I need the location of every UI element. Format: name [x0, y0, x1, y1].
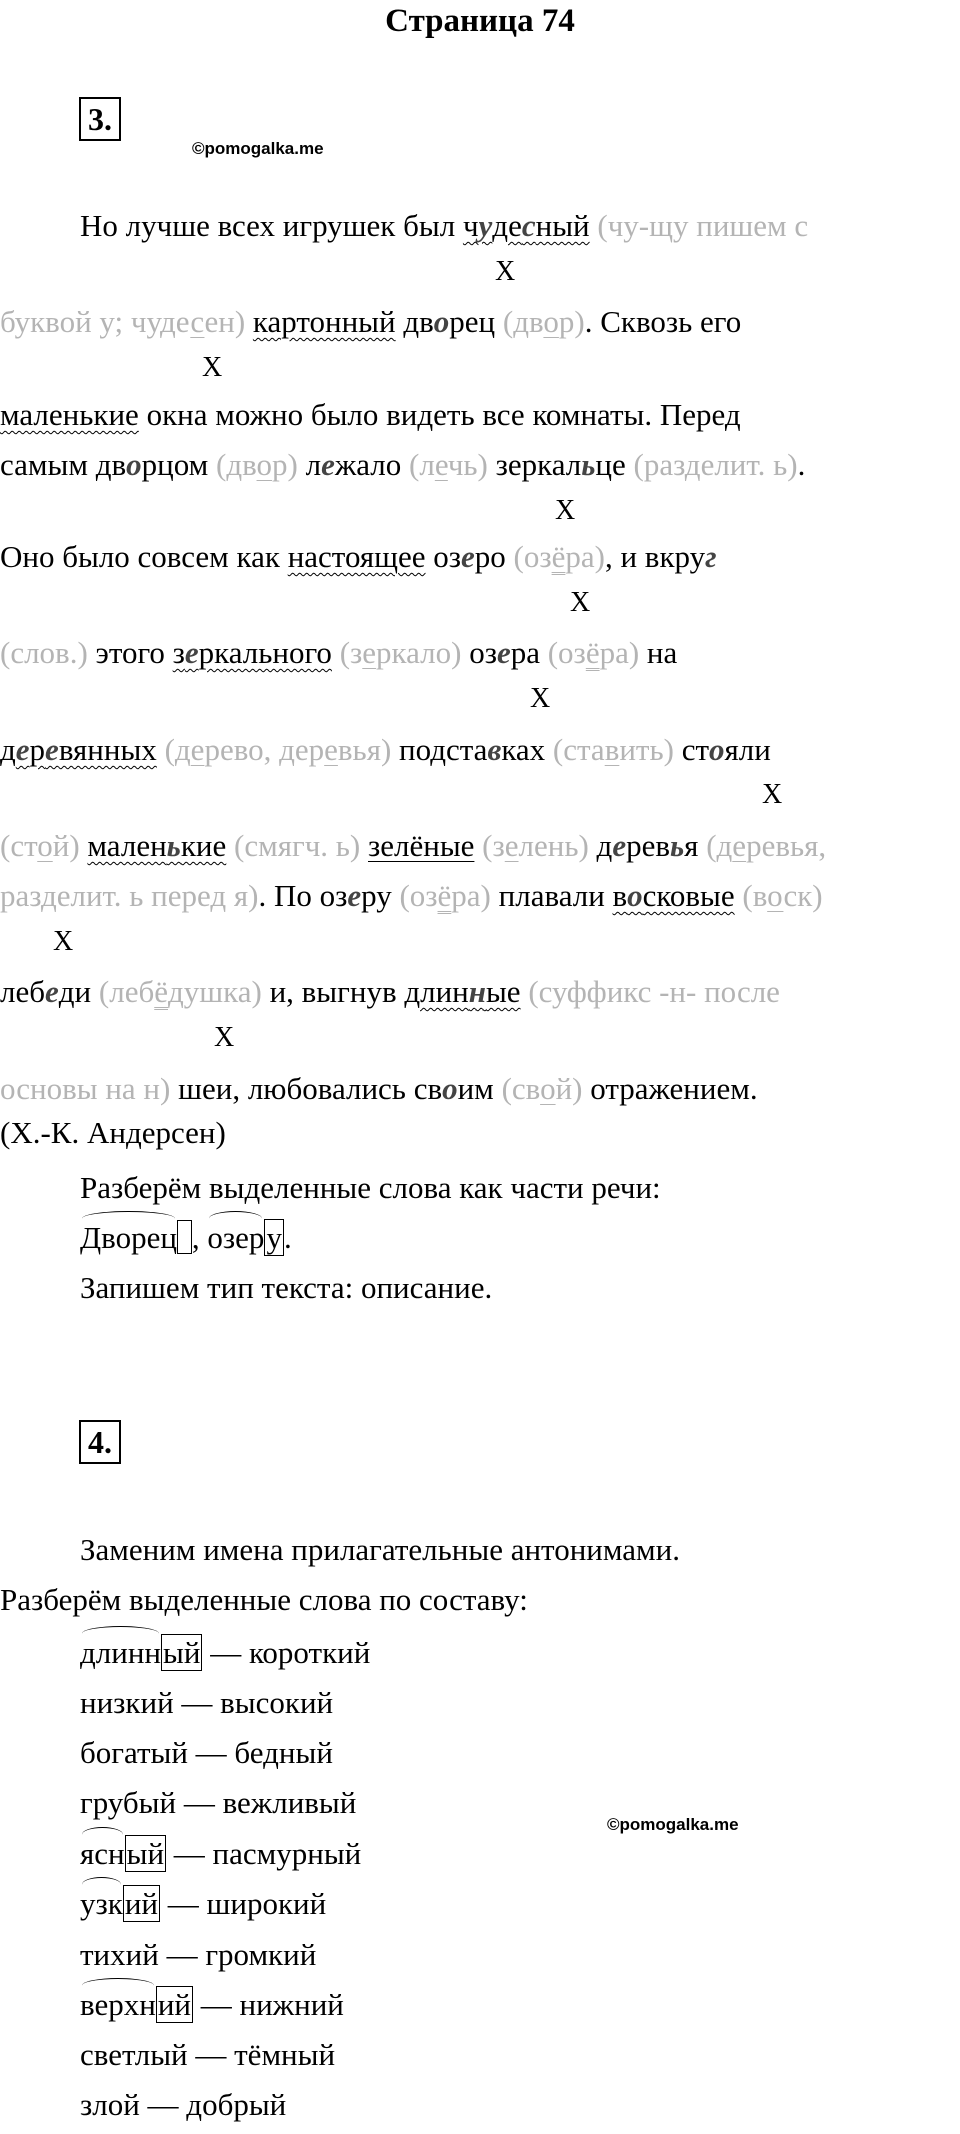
- task-line: Разберём выделенные слова как части речи:: [80, 1170, 661, 1205]
- text-line: (стой) маленькие (смягч. ь) зелёные (зелень) деревья (деревья,: [0, 828, 827, 863]
- watermark: ©pomogalka.me: [607, 1815, 739, 1834]
- exercise-3-number: 3.: [79, 97, 121, 141]
- page-title: Страница 74: [385, 3, 575, 39]
- author-line: (Х.-К. Андерсен): [0, 1115, 226, 1150]
- parsed-words: Дворец , озеру.: [80, 1218, 292, 1258]
- antonym-pair: ясный — пасмурный: [80, 1834, 361, 1874]
- antonym-pair: злой — добрый: [80, 2087, 287, 2122]
- empty-ending-box: [177, 1220, 192, 1254]
- cross-mark: Х: [495, 256, 516, 287]
- antonym-pair: богатый — бедный: [80, 1735, 333, 1770]
- antonym-pair: длинный — короткий: [80, 1633, 370, 1673]
- cross-mark: Х: [570, 587, 591, 618]
- text-line: деревянных (дерево, деревья) подставках (ставить) стояли: [0, 732, 771, 767]
- text-line: Но лучше всех игрушек был чудесный (чу-щу пишем с: [80, 208, 809, 243]
- antonym-pair: верхний — нижний: [80, 1985, 344, 2025]
- text-line: самым дворцом (двор) лежало (лечь) зеркальце (разделит. ь).: [0, 447, 806, 482]
- watermark: ©pomogalka.me: [192, 139, 324, 158]
- antonym-pair: светлый — тёмный: [80, 2037, 336, 2072]
- text-line: лебеди (лебёдушка) и, выгнув длинные (суффикс -н- после: [0, 974, 780, 1009]
- text-line: Оно было совсем как настоящее озеро (озёра), и вкруг: [0, 539, 717, 574]
- antonym-pair: низкий — высокий: [80, 1685, 334, 1720]
- exercise-4-number: 4.: [79, 1420, 121, 1464]
- cross-mark: Х: [214, 1022, 235, 1053]
- antonym-pair: узкий — широкий: [80, 1884, 326, 1924]
- cross-mark: Х: [202, 352, 223, 383]
- text-line: Заменим имена прилагательные антонимами.: [80, 1532, 680, 1567]
- text-line: основы на н) шеи, любовались своим (свой) отражением.: [0, 1071, 758, 1106]
- antonym-pair: грубый — вежливый: [80, 1785, 357, 1820]
- antonym-pair: тихий — громкий: [80, 1937, 317, 1972]
- cross-mark: Х: [762, 779, 783, 810]
- cross-mark: Х: [530, 683, 551, 714]
- text-type-line: Запишем тип текста: описание.: [80, 1270, 493, 1305]
- cross-mark: Х: [555, 495, 576, 526]
- cross-mark: Х: [53, 926, 74, 957]
- text-line: (слов.) этого зеркального (зеркало) озера (озёра) на: [0, 635, 678, 670]
- text-line: маленькие окна можно было видеть все комнаты. Перед: [0, 397, 741, 432]
- text-line: разделит. ь перед я). По озеру (озёра) плавали восковые (воск): [0, 878, 823, 913]
- text-line: буквой у; чудесен) картонный дворец (двор). Сквозь его: [0, 304, 742, 339]
- text-line: Разберём выделенные слова по составу:: [0, 1582, 528, 1617]
